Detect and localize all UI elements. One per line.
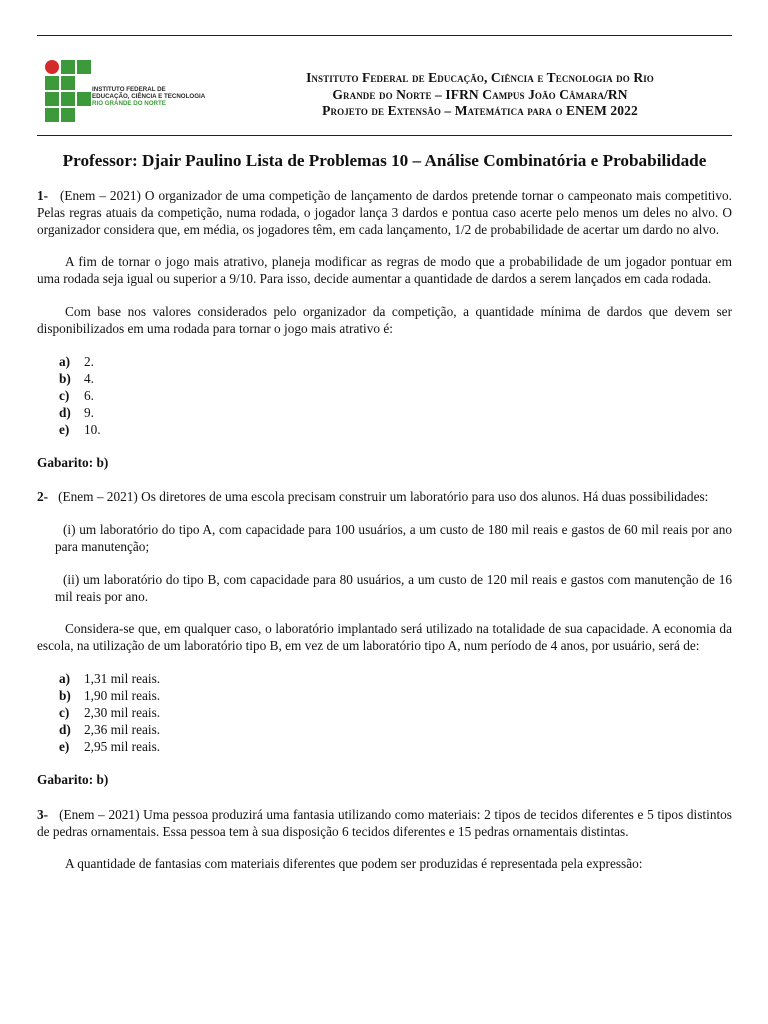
question-number: 1- <box>37 188 49 203</box>
question-text: Com base nos valores considerados pelo organizador da competição, a quantidade mínima de dardos que devem ser disponibilizados em uma rodada para tornar o jogo mais atrativo é: <box>37 303 732 336</box>
top-rule <box>37 35 732 36</box>
logo-text: INSTITUTO FEDERAL DE EDUCAÇÃO, CIÊNCIA E TECNOLOGIA RIO GRANDE DO NORTE <box>92 86 206 107</box>
question-1 <box>37 188 732 471</box>
option-item: a) 1,31 mil reais. <box>59 670 161 686</box>
header-rule <box>37 135 732 136</box>
question-2 <box>37 489 732 788</box>
question-text: (Enem – 2021) Uma pessoa produzirá uma fantasia utilizando como materiais: 2 tipos de tecidos diferentes e 5 tipos distintos de pedras ornamentais. Essa pessoa tem à sua disposição 6 tecidos diferentes e 15 pedras ornamentais distintas. <box>37 806 732 839</box>
question-text: Considera-se que, em qualquer caso, o laboratório implantado será utilizado na totalidade de sua capacidade. A economia da escola, na utilização de um laboratório tipo B, em vez de um laboratório tipo A, num período de 4 anos, por usuário, será de: <box>37 621 732 654</box>
question-text: (ii) um laboratório do tipo B, com capacidade para 80 usuários, a um custo de 120 mil reais e gastos com manutenção de 16 mil reais por ano. <box>55 571 732 604</box>
option-item: c) 2,30 mil reais. <box>59 704 161 720</box>
logo-squares-icon <box>42 58 92 122</box>
option-item: b) 1,90 mil reais. <box>59 687 161 703</box>
ifrn-logo <box>42 58 212 122</box>
answer-key: Gabarito: b) <box>37 454 109 470</box>
question-text: (Enem – 2021) Os diretores de uma escola precisam construir um laboratório para uso dos alunos. Há duas possibilidades: <box>58 489 709 505</box>
option-item: d) 2,36 mil reais. <box>59 721 161 737</box>
option-item: c) 6. <box>59 387 94 403</box>
option-item: a) 2. <box>59 353 94 369</box>
answer-key: Gabarito: b) <box>37 771 109 787</box>
options-list <box>37 354 732 439</box>
question-text: (Enem – 2021) O organizador de uma competição de lançamento de dardos pretende tornar o campeonato mais competitivo. Pelas regras atuais da competição, numa rodada, o jogador lança 3 dardos e pontua caso acerte pelo menos um deles no alvo. O organizador considera que, em média, os jogadores têm, em cada lançamento, 1/2 de probabilidade de acertar um dardo no alvo. <box>37 188 732 237</box>
question-3 <box>37 807 732 873</box>
question-text: (i) um laboratório do tipo A, com capacidade para 100 usuários, a um custo de 180 mil reais e gastos de 60 mil reais por ano para manutenção; <box>55 522 732 554</box>
option-item: e) 10. <box>59 421 101 437</box>
question-list <box>37 188 732 873</box>
page-title: Professor: Djair Paulino Lista de Problemas 10 – Análise Combinatória e Probabilidade <box>62 151 707 170</box>
option-item: d) 9. <box>59 404 94 420</box>
question-text: A fim de tornar o jogo mais atrativo, planeja modificar as regras de modo que a probabilidade de um jogador pontuar em uma rodada seja igual ou superior a 9/10. Para isso, decide aumentar a quantidade de dardos a serem lançados em cada rodada. <box>37 254 732 287</box>
option-item: e) 2,95 mil reais. <box>59 738 161 754</box>
question-text: A quantidade de fantasias com materiais diferentes que podem ser produzidas é representada pela expressão: <box>65 856 643 872</box>
institution-line-1: Instituto Federal de Educação, Ciência e Tecnologia do Rio <box>306 70 654 85</box>
institution-line-3: Projeto de Extensão – Matemática para o ENEM 2022 <box>322 103 638 118</box>
options-list <box>37 671 732 756</box>
question-number: 2- <box>37 489 49 505</box>
institution-line-2: Grande do Norte – IFRN Campus João Câmara/RN <box>332 87 628 102</box>
question-number: 3- <box>37 806 49 822</box>
option-item: b) 4. <box>59 370 94 386</box>
